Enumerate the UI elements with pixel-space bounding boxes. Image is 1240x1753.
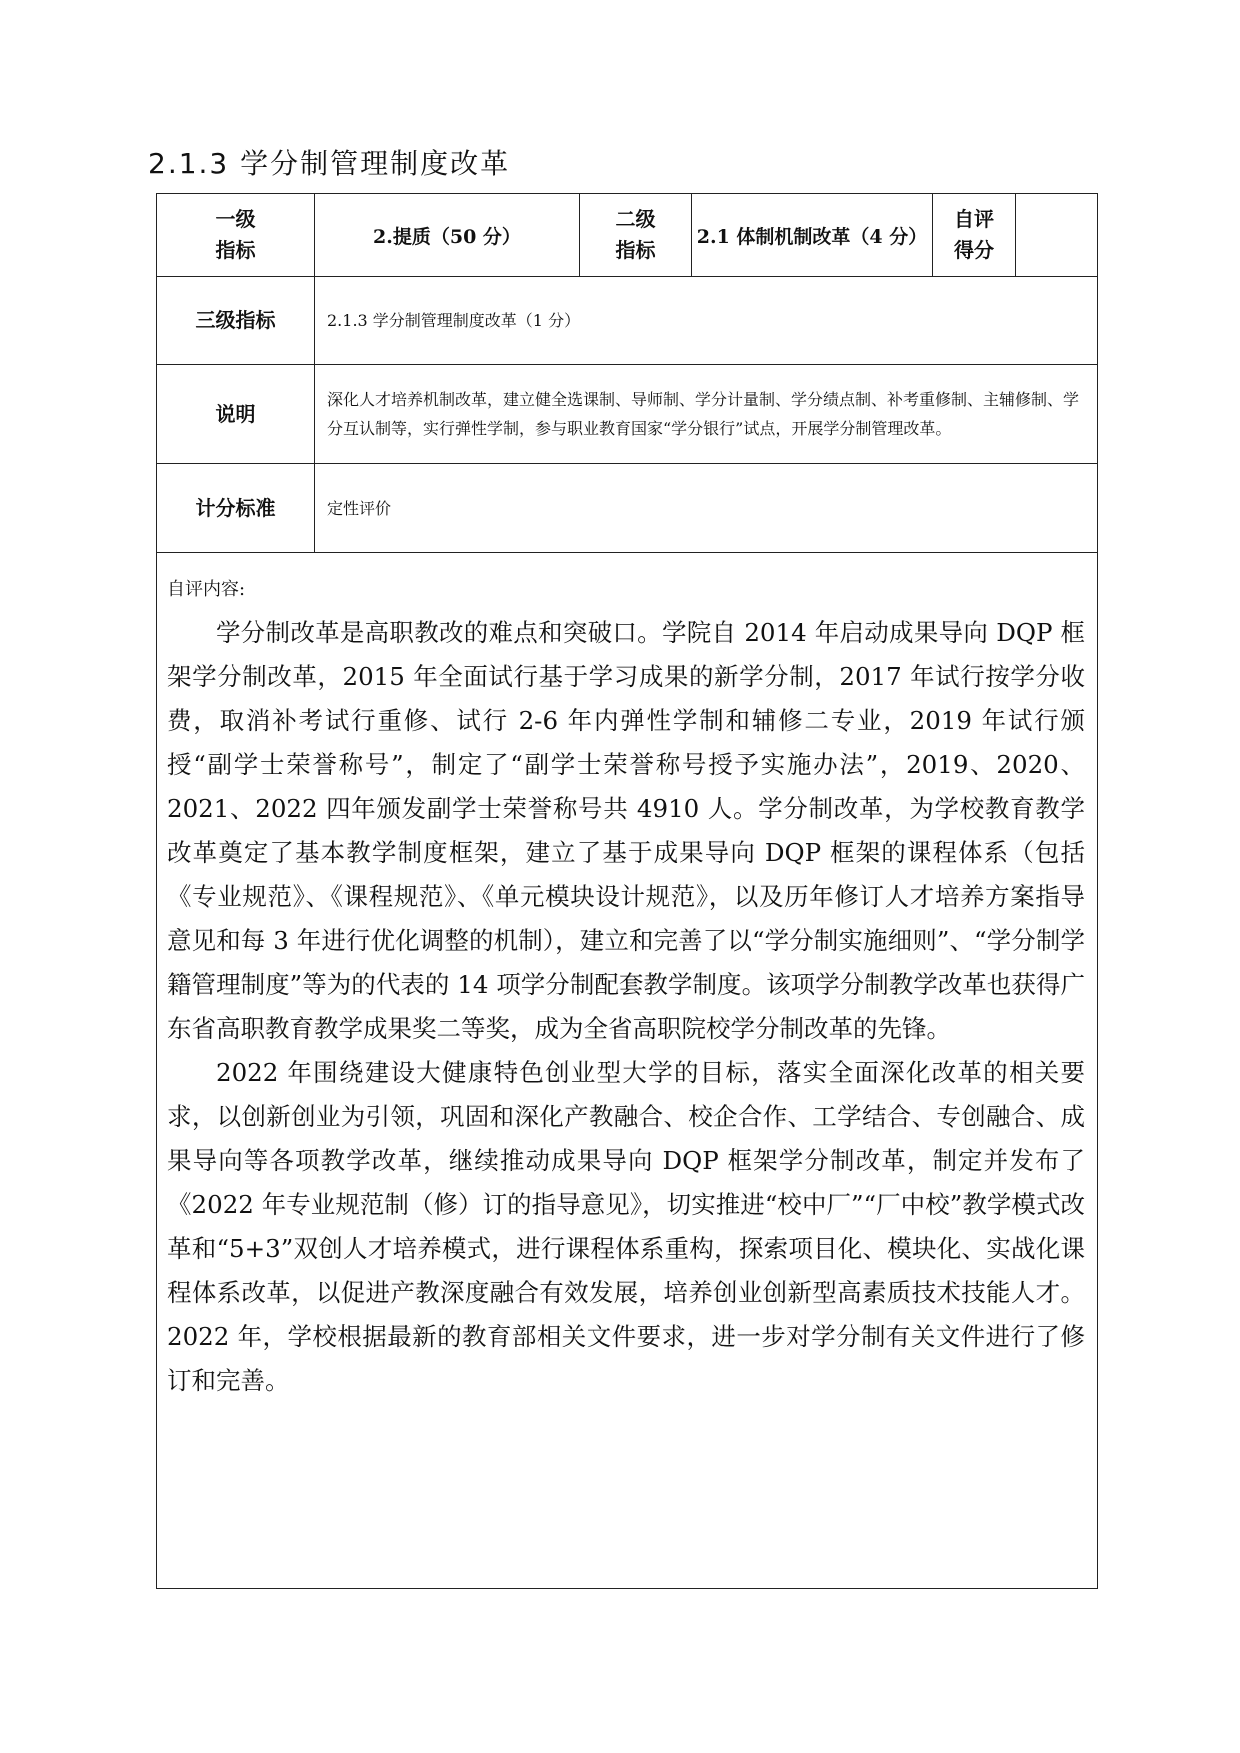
self-eval-cell <box>157 553 1098 1589</box>
self-score-label-line1: 自评 <box>954 207 994 231</box>
self-score-value[interactable] <box>1016 194 1098 277</box>
description-label: 说明 <box>157 365 315 464</box>
level2-label-line1: 二级 <box>615 207 656 231</box>
level3-label: 三级指标 <box>157 277 315 365</box>
criteria-value: 定性评价 <box>315 464 1098 553</box>
self-eval-paragraph-1: 学分制改革是高职教改的难点和突破口。学院自 2014 年启动成果导向 DQP 框架学分制改革，2015 年全面试行基于学习成果的新学分制，2017 年试行按学分收费，取消补考试行重修、试行 2-6 年内弹性学制和辅修二专业，2019 年试行颁授“副学士荣誉称号”，制定了“副学士荣誉称号授予实施办法”，2019、2020、2021、2022 四年颁发副学士荣誉称号共 4910 人。学分制改革，为学校教育教学改革奠定了基本教学制度框架，建立了基于成果导向 DQP 框架的课程体系（包括《专业规范》、《课程规范》、《单元模块设计规范》，以及历年修订人才培养方案指导意见和每 3 年进行优化调整的机制），建立和完善了以“学分制实施细则”、“学分制学籍管理制度”等为的代表的 14 项学分制配套教学制度。该项学分制教学改革也获得广东省高职教育教学成果奖二等奖，成为全省高职院校学分制改革的先锋。 <box>167 618 1085 1043</box>
self-eval-label: 自评内容: <box>167 579 246 600</box>
self-eval-row <box>157 553 1098 1589</box>
level3-row <box>157 277 1098 365</box>
criteria-row <box>157 464 1098 553</box>
criteria-label: 计分标准 <box>157 464 315 553</box>
level1-label-cell <box>157 194 315 277</box>
section-heading: 2.1.3 学分制管理制度改革 <box>148 147 511 180</box>
level1-label-line1: 一级 <box>215 207 256 231</box>
level2-label-line2: 指标 <box>615 238 656 262</box>
level2-label-cell <box>580 194 692 277</box>
header-row <box>157 194 1098 277</box>
description-row <box>157 365 1098 464</box>
self-eval-paragraph-2: 2022 年围绕建设大健康特色创业型大学的目标，落实全面深化改革的相关要求，以创新创业为引领，巩固和深化产教融合、校企合作、工学结合、专创融合、成果导向等各项教学改革，继续推动成果导向 DQP 框架学分制改革，制定并发布了《2022 年专业规范制（修）订的指导意见》，切实推进“校中厂”“厂中校”教学模式改革和“5+3”双创人才培养模式，进行课程体系重构，探索项目化、模块化、实战化课程体系改革，以促进产教深度融合有效发展，培养创业创新型高素质技术技能人才。2022 年，学校根据最新的教育部相关文件要求，进一步对学分制有关文件进行了修订和完善。 <box>167 1058 1085 1395</box>
level1-value: 2.提质（50 分） <box>315 194 580 277</box>
self-score-label-line2: 得分 <box>954 238 994 262</box>
level2-value: 2.1 体制机制改革（4 分） <box>692 194 933 277</box>
description-value: 深化人才培养机制改革，建立健全选课制、导师制、学分计量制、学分绩点制、补考重修制、主辅修制、学分互认制等，实行弹性学制，参与职业教育国家“学分银行”试点，开展学分制管理改革。 <box>315 365 1098 464</box>
self-score-label-cell <box>933 194 1016 277</box>
assessment-table <box>156 193 1098 1589</box>
level1-label-line2: 指标 <box>215 238 256 262</box>
level3-value: 2.1.3 学分制管理制度改革（1 分） <box>315 277 1098 365</box>
